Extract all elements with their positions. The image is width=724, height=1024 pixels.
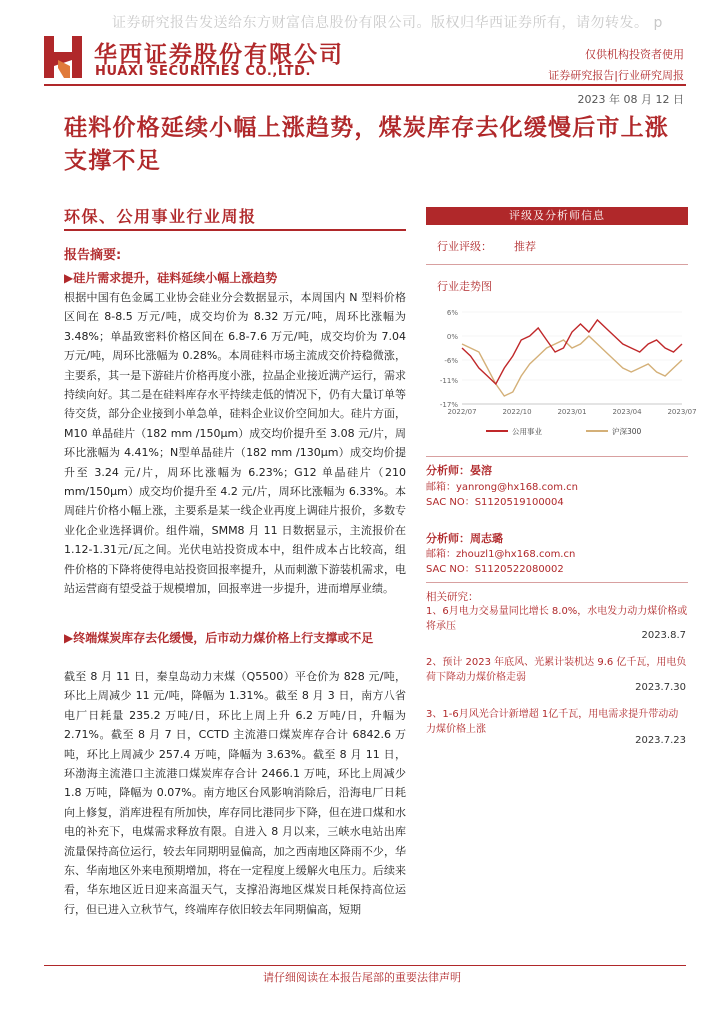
related-date-1: 2023.8.7 [641,630,686,641]
series-line-1 [462,336,682,396]
report-date: 2023 年 08 月 12 日 [577,93,684,106]
report-title: 硅料价格延续小幅上涨趋势，煤炭库存去化缓慢后市上涨支撑不足 [64,115,669,174]
report-subtitle: 环保、公用事业行业周报 [64,207,257,226]
analyst-2-name: 分析师：周志璐 [426,532,503,545]
company-name-en: HUAXI SECURITIES CO.,LTD. [95,64,312,79]
rating-label: 行业评级： [437,240,492,253]
section-heading-2: ▶终端煤炭库存去化缓慢，后市动力煤价格上行支撑或不足 [64,631,374,645]
summary-label: 报告摘要: [64,248,122,263]
company-logo [44,36,84,78]
trend-title: 行业走势图 [437,280,492,293]
sidebar-header: 评级及分析师信息 [426,207,688,225]
y-tick-label: -11% [439,377,458,385]
x-tick-label: 2022/10 [502,408,532,416]
company-name-cn: 华西证券股份有限公司 [94,42,344,68]
section-body-1: 根据中国有色金属工业协会硅业分会数据显示，本周国内 N 型料价格区间在 8-8.5 万元/吨，成交均价为 8.32 万元/吨，周环比涨幅为 3.48%；单晶致密料价格区间在 6.8-7.6 万元/吨，成交均价为 7.04 万元/吨，周环比涨幅为 0.28%。本周硅料市场主流成交价持稳微涨，主要系，其一是下游硅片价格再度小涨，拉晶企业接近满产运行，需求持续向好。其二是在硅料库存水平持续走低的情况下，仍有大量订单等待交货，部分企业接到小单急单，硅料企业议价空间加大。硅片方面，M10 单晶硅片（182 mm /150μm）成交均价提升至 3.08 元/片，周环比涨幅为 4.41%；N型单晶硅片（182 mm /130μm）成交均价提升至 3.24 元/片，周环比涨幅为 6.23%；G12 单晶硅片（210 mm/150μm）成交均价提升至 4.2 元/片，周环比涨幅为 6.33%。本周硅片价格小幅上涨，主要系是某一线企业再度上调硅片报价，多数专业化企业选择调价。组件端，SMM8 月 11 日数据显示，主流报价在 1.12-1.31元/瓦之间。光伏电站投资成本中，组件成本占比较高，组件价格的下降将使得电站投资回报率提升，从而刺激下游装机需求，电站运营商有望受益于规模增加，回报率进一步提升，进而增厚业绩。 [64,291,406,596]
analyst-1-sac: SAC NO：S1120519100004 [426,497,564,508]
x-tick-label: 2022/07 [447,408,477,416]
trend-chart [426,296,697,444]
related-item-1[interactable]: 1、6月电力交易量同比增长 8.0%，水电发力动力煤价格或将承压 [426,606,688,632]
y-tick-label: -6% [444,357,458,365]
section-heading-1: ▶硅片需求提升，硅料延续小幅上涨趋势 [64,271,278,285]
industry-rating [437,238,536,254]
y-tick-label: -17% [439,401,458,409]
legend-label: 沪深300 [612,427,642,436]
watermark: 证券研究报告发送给东方财富信息股份有限公司。版权归华西证券所有，请勿转发。 p [112,15,663,31]
sidebar-divider [426,456,688,457]
sidebar-divider [426,264,688,265]
report-type: 证券研究报告|行业研究周报 [548,69,684,82]
related-item-3[interactable]: 3、1-6月风光合计新增超 1亿千瓦，用电需求提升带动动力煤价格上涨 [426,709,679,735]
header-rule [44,84,686,86]
footer-note: 请仔细阅读在本报告尾部的重要法律声明 [263,971,461,984]
related-item-2[interactable]: 2、预计 2023 年底风、光累计装机达 9.6 亿千瓦，用电负荷下降动力煤价格走弱 [426,657,687,683]
series-line-0 [462,320,682,384]
related-title: 相关研究： [426,591,479,603]
footer-rule [44,965,686,966]
x-tick-label: 2023/01 [557,408,587,416]
related-date-3: 2023.7.23 [635,735,686,746]
analyst-1-name: 分析师：晏溶 [426,464,492,477]
analyst-1-email: 邮箱：yanrong@hx168.com.cn [426,482,578,493]
related-date-2: 2023.7.30 [635,682,686,693]
sidebar-divider [426,582,688,583]
subtitle-rule [64,229,406,231]
section-body-2: 截至 8 月 11 日，秦皇岛动力末煤（Q5500）平仓价为 828 元/吨，环比上周减少 11 元/吨，降幅为 1.31%。截至 8 月 3 日，南方八省电厂日耗量 235.2 万吨/日，环比上周上升 6.2 万吨/日，升幅为 2.71%。截至 8 月 7 日，CCTD 主流港口煤炭库存合计 6842.6 万吨，环比上周减少 257.4 万吨，降幅为 3.63%。截至 8 月 11 日，环渤海主流港口主流港口煤炭库存合计 2466.1 万吨，环比上周减少 1.8 万吨，降幅为 0.07%。南方地区台风影响消除后，沿海电厂日耗向上修复，消库进程有所加快，库存同比港同步下降，但在进口煤和水电的补充下，电煤需求释放有限。自进入 8 月以来，三峡水电站出库流量保持高位运行，较去年同期明显偏高，加之西南地区降雨不少，华东、华南地区外来电预期增加，将在一定程度上缓解火电压力。后续来看，华东地区近日迎来高温天气，支撑沿海地区煤炭日耗保持高位运行，但已进入立秋节气，终端库存依旧较去年同期偏高，短期 [64,670,406,916]
x-tick-label: 2023/07 [667,408,697,416]
x-tick-label: 2023/04 [612,408,642,416]
rating-value: 推荐 [514,240,536,253]
y-tick-label: 6% [446,309,458,317]
analyst-2-sac: SAC NO：S1120522080002 [426,564,564,575]
analyst-2-email: 邮箱：zhouzl1@hx168.com.cn [426,549,576,560]
legend-label: 公用事业 [512,427,542,436]
y-tick-label: 0% [446,333,458,341]
audience-note: 仅供机构投资者使用 [585,48,684,61]
